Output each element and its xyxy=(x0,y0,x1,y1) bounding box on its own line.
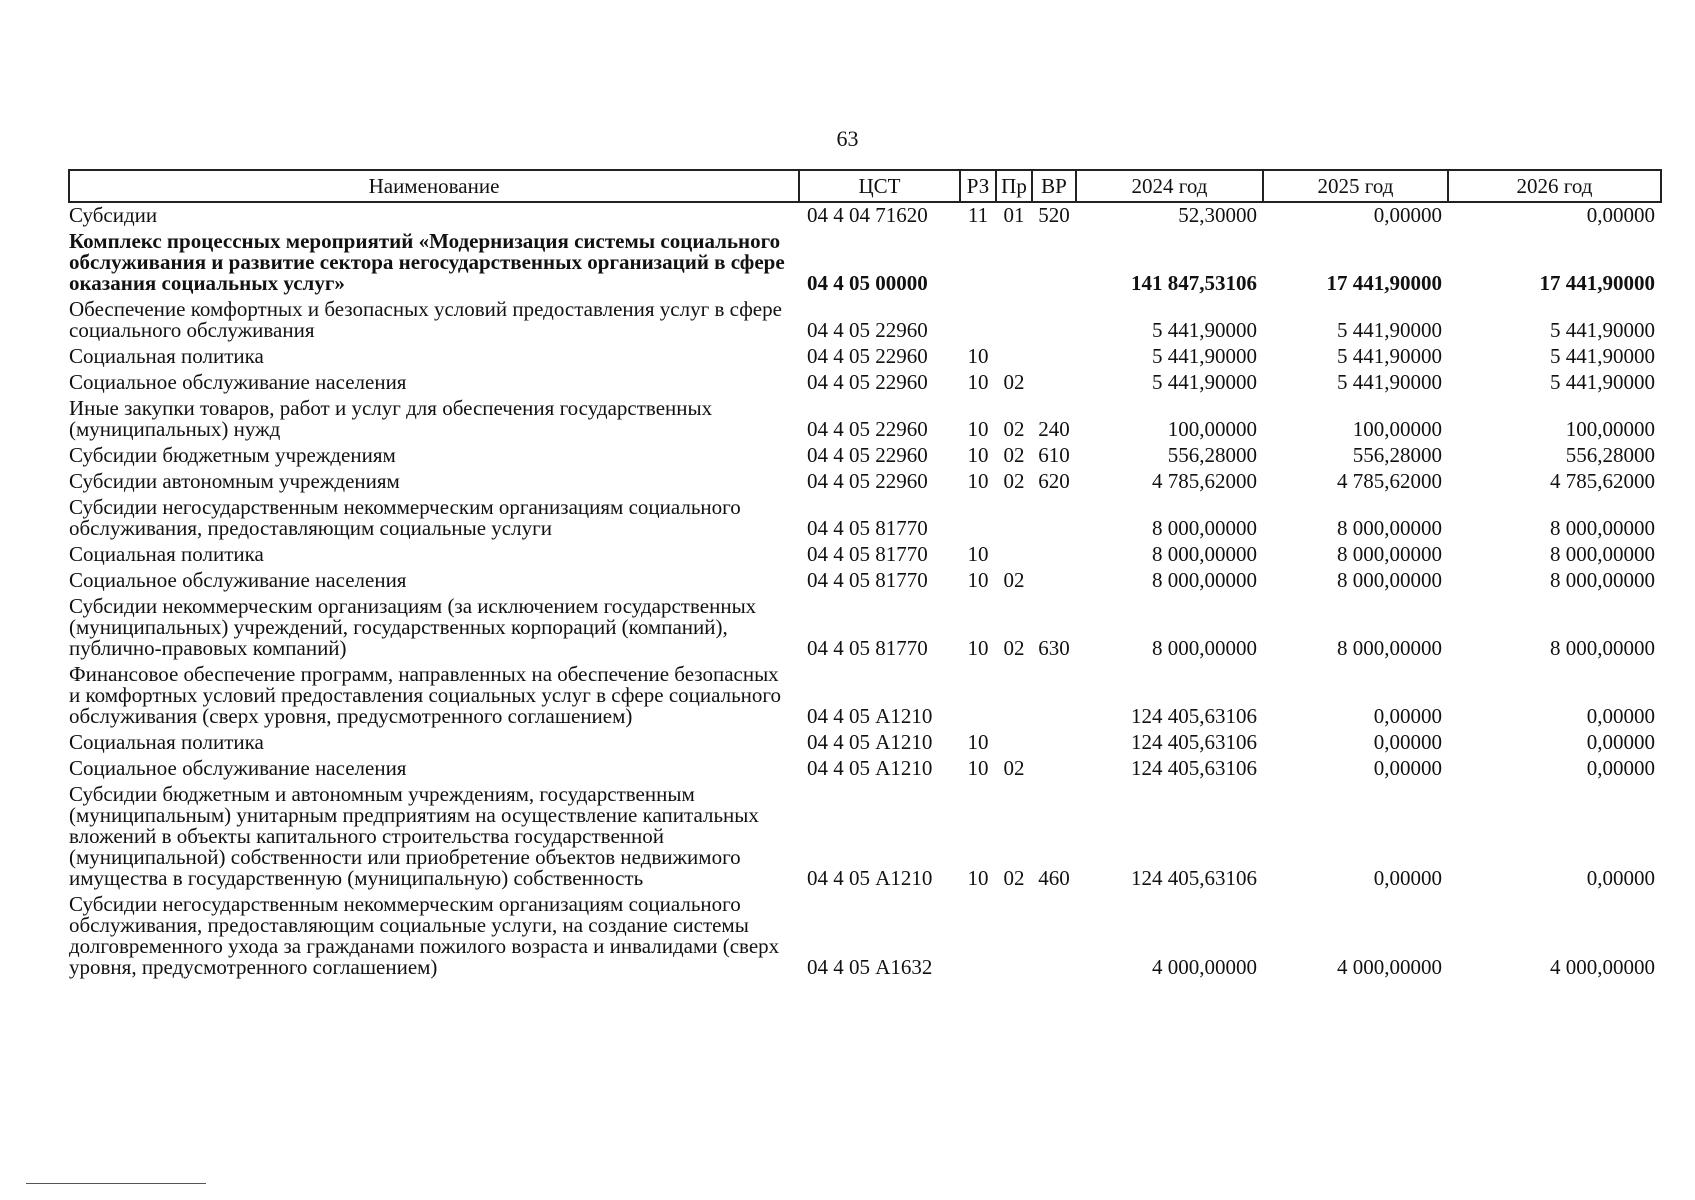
row-amount-2025: 8 000,00000 xyxy=(1337,542,1442,566)
row-vr: 620 xyxy=(1038,469,1070,493)
table-row xyxy=(69,892,1661,981)
row-rz: 10 xyxy=(967,756,989,780)
row-rz: 10 xyxy=(967,344,989,368)
table-row xyxy=(69,782,1661,892)
row-amount-2026: 0,00000 xyxy=(1586,756,1655,780)
table-row xyxy=(69,594,1661,662)
row-amount-2024: 5 441,90000 xyxy=(1152,370,1257,394)
row-vr xyxy=(1032,229,1076,297)
row-amount-2026: 556,28000 xyxy=(1565,443,1655,467)
row-amount-2026: 5 441,90000 xyxy=(1550,344,1655,368)
row-vr: 460 xyxy=(1038,866,1070,890)
row-pr: 01 xyxy=(1003,203,1025,227)
row-cst: 04 4 04 71620 xyxy=(807,203,928,227)
row-amount-2026: 4 000,00000 xyxy=(1550,955,1655,979)
footer-divider xyxy=(26,1183,206,1184)
row-cst: 04 4 05 А1210 xyxy=(807,866,933,890)
row-amount-2025: 5 441,90000 xyxy=(1337,318,1442,342)
row-name: Субсидии бюджетным учреждениям xyxy=(69,443,396,467)
row-rz: 10 xyxy=(967,730,989,754)
row-name: Комплекс процессных мероприятий «Модернизация системы социального обслуживания и развитие сектора негосударственных организаций в сфере оказания социальных услуг» xyxy=(69,229,785,295)
row-vr xyxy=(1032,568,1076,594)
row-cst: 04 4 05 22960 xyxy=(807,443,928,467)
row-rz: 10 xyxy=(967,866,989,890)
table-row xyxy=(69,396,1661,443)
row-amount-2026: 0,00000 xyxy=(1586,203,1655,227)
row-vr xyxy=(1032,344,1076,370)
header-2025: 2025 год xyxy=(1263,170,1448,202)
row-cst: 04 4 05 22960 xyxy=(807,469,928,493)
row-amount-2024: 124 405,63106 xyxy=(1131,704,1257,728)
row-rz xyxy=(960,662,996,730)
row-amount-2024: 5 441,90000 xyxy=(1152,344,1257,368)
row-name: Финансовое обеспечение программ, направленных на обеспечение безопасных и комфортных условий предоставления социальных услуг в сфере социального обслуживания (сверх уровня, предусмотренного соглашением) xyxy=(69,662,782,728)
header-2026: 2026 год xyxy=(1448,170,1661,202)
row-rz: 10 xyxy=(967,542,989,566)
row-pr xyxy=(996,662,1032,730)
header-2024: 2024 год xyxy=(1076,170,1263,202)
table-row xyxy=(69,568,1661,594)
row-name: Субсидии бюджетным и автономным учреждениям, государственным (муниципальным) унитарным предприятиям на осуществление капитальных вложений в объекты капитального строительства государственной (муниципальной) собственности или приобретение объектов недвижимого имущества в государственную (муниципальную) собственность xyxy=(69,782,759,890)
row-amount-2024: 124 405,63106 xyxy=(1131,756,1257,780)
row-vr xyxy=(1032,370,1076,396)
table-row xyxy=(69,229,1661,297)
row-name: Социальная политика xyxy=(69,730,264,754)
row-pr xyxy=(996,730,1032,756)
row-amount-2024: 141 847,53106 xyxy=(1131,271,1257,295)
row-cst: 04 4 05 А1210 xyxy=(807,730,933,754)
row-vr xyxy=(1032,756,1076,782)
row-cst: 04 4 05 22960 xyxy=(807,318,928,342)
row-cst: 04 4 05 22960 xyxy=(807,370,928,394)
row-pr xyxy=(996,892,1032,981)
row-name: Субсидии xyxy=(69,203,158,227)
row-rz xyxy=(960,495,996,542)
table-header-row xyxy=(69,170,1661,202)
row-pr xyxy=(996,542,1032,568)
row-pr: 02 xyxy=(1003,417,1025,441)
table-row xyxy=(69,756,1661,782)
row-cst: 04 4 05 81770 xyxy=(807,636,928,660)
row-amount-2025: 100,00000 xyxy=(1352,417,1442,441)
row-amount-2025: 5 441,90000 xyxy=(1337,344,1442,368)
row-rz: 10 xyxy=(967,370,989,394)
row-amount-2026: 0,00000 xyxy=(1586,866,1655,890)
row-cst: 04 4 05 22960 xyxy=(807,344,928,368)
row-amount-2025: 5 441,90000 xyxy=(1337,370,1442,394)
row-cst: 04 4 05 81770 xyxy=(807,568,928,592)
row-amount-2025: 0,00000 xyxy=(1373,203,1442,227)
table-row xyxy=(69,469,1661,495)
table-row xyxy=(69,730,1661,756)
row-pr: 02 xyxy=(1003,636,1025,660)
row-rz: 10 xyxy=(967,417,989,441)
row-amount-2026: 8 000,00000 xyxy=(1550,568,1655,592)
row-amount-2026: 5 441,90000 xyxy=(1550,318,1655,342)
row-vr: 520 xyxy=(1038,203,1070,227)
table-row xyxy=(69,344,1661,370)
row-rz xyxy=(960,229,996,297)
row-vr: 240 xyxy=(1038,417,1070,441)
row-amount-2024: 4 785,62000 xyxy=(1152,469,1257,493)
row-amount-2024: 8 000,00000 xyxy=(1152,516,1257,540)
row-amount-2026: 4 785,62000 xyxy=(1550,469,1655,493)
row-amount-2026: 8 000,00000 xyxy=(1550,542,1655,566)
row-vr xyxy=(1032,542,1076,568)
row-name: Субсидии негосударственным некоммерческим организациям социального обслуживания, предоставляющим социальные услуги xyxy=(69,495,741,540)
row-amount-2026: 0,00000 xyxy=(1586,730,1655,754)
row-vr xyxy=(1032,495,1076,542)
row-amount-2026: 8 000,00000 xyxy=(1550,636,1655,660)
row-name: Субсидии некоммерческим организациям (за исключением государственных (муниципальных) учреждений, государственных корпораций (компаний), публично-правовых компаний) xyxy=(69,594,757,660)
row-amount-2024: 5 441,90000 xyxy=(1152,318,1257,342)
row-amount-2025: 0,00000 xyxy=(1373,730,1442,754)
row-amount-2026: 8 000,00000 xyxy=(1550,516,1655,540)
row-cst: 04 4 05 81770 xyxy=(807,516,928,540)
table-row xyxy=(69,443,1661,469)
row-amount-2024: 124 405,63106 xyxy=(1131,730,1257,754)
header-vr: ВР xyxy=(1032,170,1076,202)
row-amount-2025: 0,00000 xyxy=(1373,704,1442,728)
row-rz: 10 xyxy=(967,443,989,467)
row-amount-2024: 8 000,00000 xyxy=(1152,568,1257,592)
table-row xyxy=(69,662,1661,730)
row-amount-2025: 4 785,62000 xyxy=(1337,469,1442,493)
row-amount-2024: 556,28000 xyxy=(1167,443,1257,467)
row-vr xyxy=(1032,730,1076,756)
row-cst: 04 4 05 00000 xyxy=(807,271,928,295)
row-amount-2024: 8 000,00000 xyxy=(1152,636,1257,660)
row-pr: 02 xyxy=(1003,469,1025,493)
row-amount-2026: 5 441,90000 xyxy=(1550,370,1655,394)
row-vr: 610 xyxy=(1038,443,1070,467)
row-amount-2025: 4 000,00000 xyxy=(1337,955,1442,979)
row-amount-2025: 8 000,00000 xyxy=(1337,516,1442,540)
row-name: Социальная политика xyxy=(69,542,264,566)
table-body xyxy=(69,202,1661,981)
budget-table xyxy=(68,169,1662,981)
header-pr: Пр xyxy=(996,170,1032,202)
row-amount-2024: 4 000,00000 xyxy=(1152,955,1257,979)
page-number: 63 xyxy=(836,126,859,151)
row-amount-2026: 17 441,90000 xyxy=(1539,271,1655,295)
row-amount-2024: 52,30000 xyxy=(1178,203,1257,227)
row-cst: 04 4 05 81770 xyxy=(807,542,928,566)
row-name: Социальная политика xyxy=(69,344,264,368)
header-name: Наименование xyxy=(69,170,799,202)
row-name: Иные закупки товаров, работ и услуг для обеспечения государственных (муниципальных) нужд xyxy=(69,396,713,441)
row-rz: 10 xyxy=(967,568,989,592)
row-name: Социальное обслуживание населения xyxy=(69,756,407,780)
row-vr: 630 xyxy=(1038,636,1070,660)
row-amount-2026: 0,00000 xyxy=(1586,704,1655,728)
row-rz xyxy=(960,297,996,344)
row-rz: 10 xyxy=(967,636,989,660)
row-amount-2025: 8 000,00000 xyxy=(1337,636,1442,660)
row-vr xyxy=(1032,892,1076,981)
row-amount-2026: 100,00000 xyxy=(1565,417,1655,441)
row-cst: 04 4 05 А1632 xyxy=(807,955,933,979)
row-amount-2024: 100,00000 xyxy=(1167,417,1257,441)
row-pr: 02 xyxy=(1003,370,1025,394)
row-cst: 04 4 05 А1210 xyxy=(807,756,933,780)
table-row xyxy=(69,370,1661,396)
row-rz: 11 xyxy=(967,203,989,227)
row-amount-2024: 8 000,00000 xyxy=(1152,542,1257,566)
row-name: Субсидии негосударственным некоммерческим организациям социального обслуживания, предоставляющим социальные услуги, на создание системы долговременного ухода за гражданами пожилого возраста и инвалидами (сверх уровня, предусмотренного соглашением) xyxy=(69,892,780,979)
table-row xyxy=(69,495,1661,542)
row-pr: 02 xyxy=(1003,756,1025,780)
row-amount-2025: 8 000,00000 xyxy=(1337,568,1442,592)
row-vr xyxy=(1032,297,1076,344)
row-rz xyxy=(960,892,996,981)
row-pr xyxy=(996,344,1032,370)
row-amount-2025: 17 441,90000 xyxy=(1326,271,1442,295)
row-name: Обеспечение комфортных и безопасных условий предоставления услуг в сфере социального обслуживания xyxy=(69,297,782,342)
row-name: Социальное обслуживание населения xyxy=(69,370,407,394)
row-vr xyxy=(1032,662,1076,730)
row-cst: 04 4 05 22960 xyxy=(807,417,928,441)
row-pr: 02 xyxy=(1003,443,1025,467)
row-amount-2025: 0,00000 xyxy=(1373,866,1442,890)
header-cst: ЦСТ xyxy=(799,170,960,202)
row-pr: 02 xyxy=(1003,866,1025,890)
row-pr: 02 xyxy=(1003,568,1025,592)
table-row xyxy=(69,202,1661,229)
row-amount-2024: 124 405,63106 xyxy=(1131,866,1257,890)
header-rz: РЗ xyxy=(960,170,996,202)
row-name: Субсидии автономным учреждениям xyxy=(69,469,400,493)
row-pr xyxy=(996,229,1032,297)
row-amount-2025: 0,00000 xyxy=(1373,756,1442,780)
row-rz: 10 xyxy=(967,469,989,493)
row-cst: 04 4 05 А1210 xyxy=(807,704,933,728)
row-pr xyxy=(996,495,1032,542)
table-row xyxy=(69,297,1661,344)
row-pr xyxy=(996,297,1032,344)
row-name: Социальное обслуживание населения xyxy=(69,568,407,592)
table-row xyxy=(69,542,1661,568)
row-amount-2025: 556,28000 xyxy=(1352,443,1442,467)
